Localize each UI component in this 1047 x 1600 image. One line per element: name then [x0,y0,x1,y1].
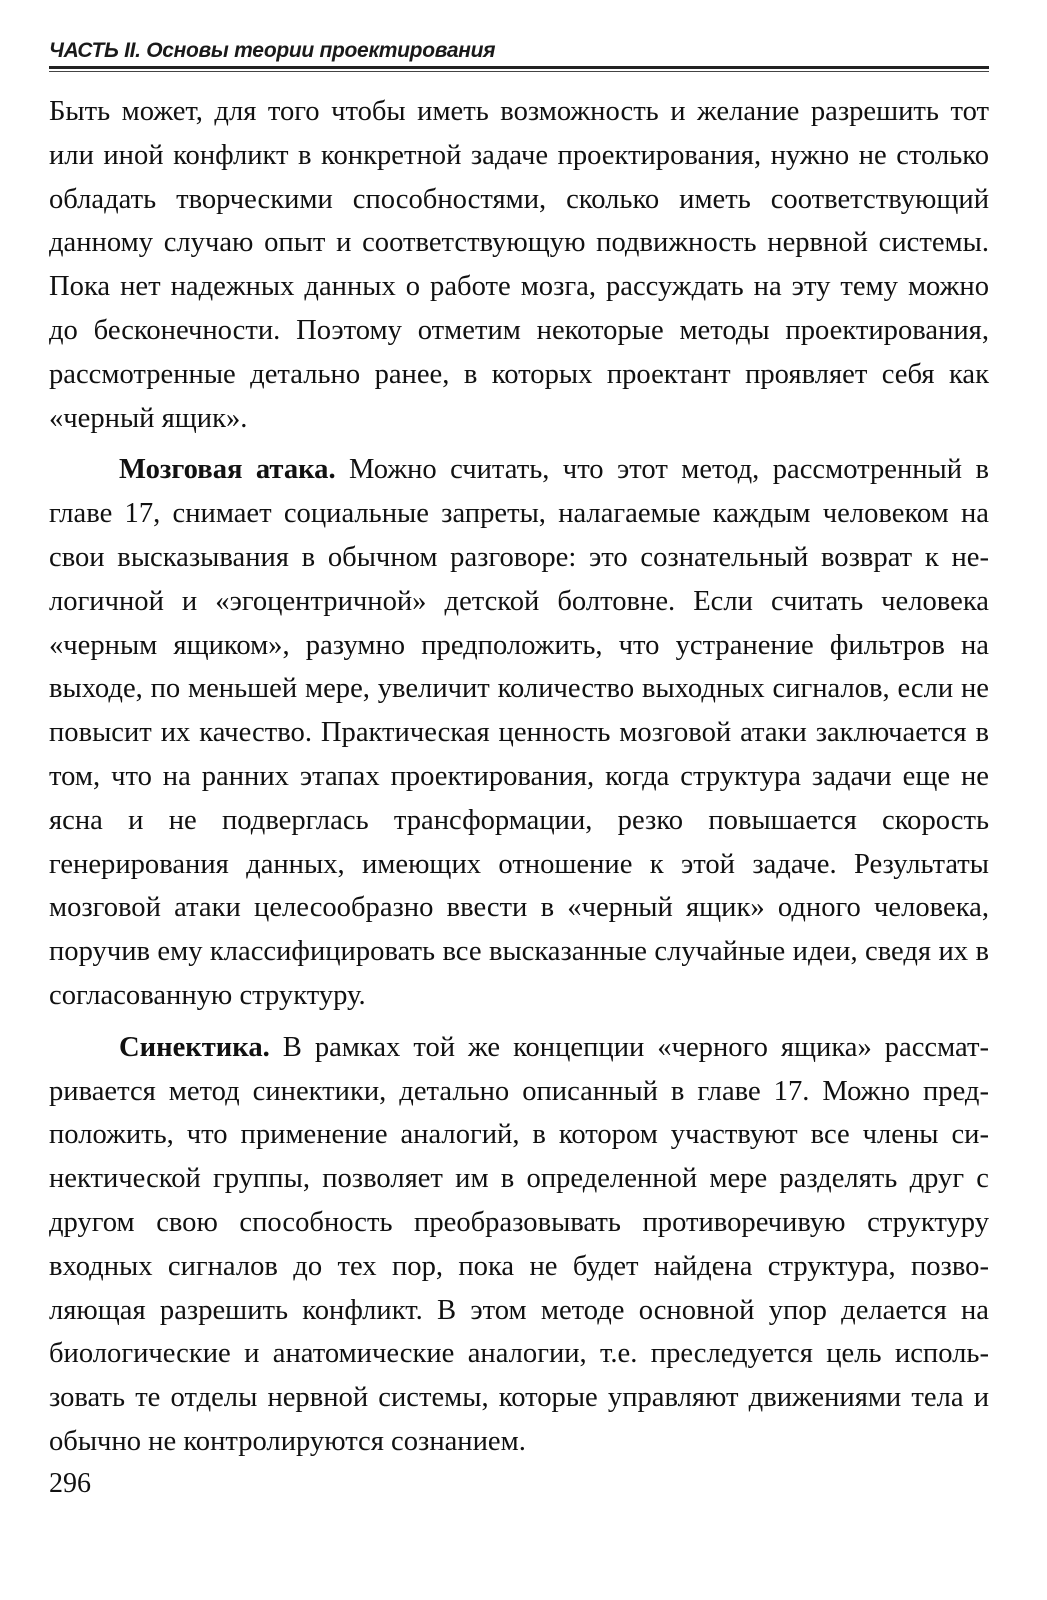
body-text [49,90,989,1464]
paragraph-synectics-text: В рамках той же концепции «черного ящика» рассматривается метод синектики, детально описанный в главе 17. Можно предположить, что применение аналогий, в котором участвуют все члены синектической группы, позволяет им в определенной мере разделять друг с другом свою способность преобразовывать противоречивую структуру входных сигналов до тех пор, пока не будет найдена структура, позволяющая разрешить конфликт. В этом методе основной упор делается на биологические и анатомические аналогии, т.е. преследуется цель использовать те отделы нервной системы, которые управляют движениями тела и обычно не контролируются сознанием. [49,1031,989,1457]
heading-synectics: Синектика. [119,1031,270,1063]
heading-brainstorming: Мозговая атака. [119,454,336,486]
paragraph-intro [49,90,989,440]
header-rule [49,66,989,69]
paragraph-brainstorming-text: Можно считать, что этот метод, рассмотренный в главе 17, снимает социальные запреты, налагаемые каждым человеком на свои высказывания в обычном разговоре: это сознательный возврат к нелогичной и «эгоцентричной» детской болтовне. Если считать человека «черным ящиком», разумно предположить, что устранение фильтров на выходе, по меньшей мере, увеличит количество выходных сигналов, если не повысит их качество. Практическая ценность мозговой атаки заключается в том, что на ранних этапах проектирования, когда структура задачи еще не ясна и не подверглась трансформации, резко повышается скорость генерирования данных, имеющих отношение к этой задаче. Результаты мозговой атаки целесообразно ввести в «черный ящик» одного человека, поручив ему классифицировать все высказанные случайные идеи, сведя их в согласованную структуру. [49,454,989,1011]
page-number: 296 [49,1468,91,1499]
paragraph-intro-text: Быть может, для того чтобы иметь возможность и желание разрешить тот или иной конфликт в конкретной задаче проектирования, нужно не столько обладать творческими способностями, сколько иметь соответствующий данному случаю опыт и соответствующую подвижность нервной системы. Пока нет надежных данных о работе мозга, рассуждать на эту тему можно до бесконечности. Поэтому отметим некоторые методы проектирования, рассмотренные детально ранее, в которых проектант проявляет себя как «черный ящик». [49,96,989,434]
header-rule-thin [49,71,989,72]
running-header: ЧАСТЬ II. Основы теории проектирования [49,39,496,62]
paragraph-synectics [49,1026,989,1464]
paragraph-brainstorming [49,448,989,1017]
